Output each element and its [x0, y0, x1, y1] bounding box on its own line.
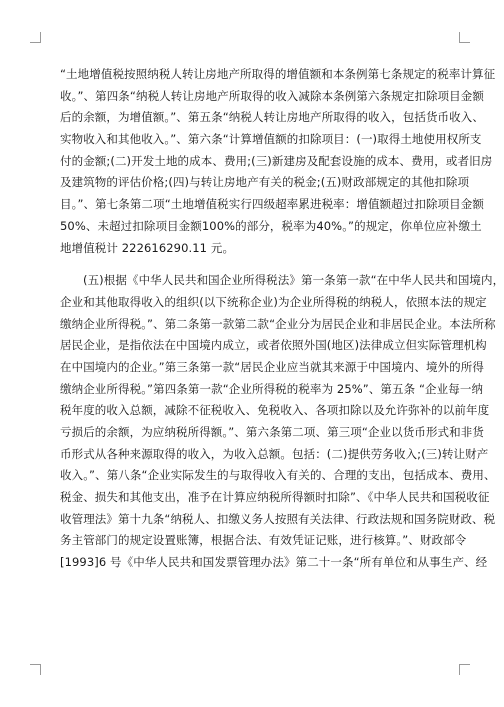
- text-line: 付的金额;(二)开发土地的成本、费用;(三)新建房及配套设施的成本、费用，或者旧房: [60, 153, 493, 168]
- text-line: 企业和其他取得收入的组织(以下统称企业)为企业所得税的纳税人，依照本法的规定: [60, 294, 487, 309]
- crop-mark-top-left: [30, 32, 41, 43]
- paragraph-land-value-tax: [60, 64, 496, 259]
- text-line: 收入。”、第八条“企业实际发生的与取得收入有关的、合理的支出，包括成本、费用、: [60, 468, 496, 483]
- text-line: 居民企业，是指依法在中国境内成立，或者依照外国(地区)法律成立但实际管理机构: [60, 338, 487, 353]
- paragraph-spacing: [60, 259, 444, 270]
- text-line: 缴纳企业所得税。”、第二条第一款第二款“企业分为居民企业和非居民企业。本法所称: [60, 316, 496, 331]
- text-line: 税年度的收入总额，减除不征税收入、免税收入、各项扣除以及允许弥补的以前年度: [60, 403, 490, 418]
- text-line: 亏损后的余额，为应纳税所得额。”、第六条第二项、第三项“企业以货币形式和非货: [60, 425, 484, 439]
- crop-mark-top-right: [459, 32, 470, 43]
- text-line: 目。”、第七条第二项“土地增值税实行四级超率累进税率：增值额超过扣除项目金额: [60, 197, 484, 212]
- text-line: “土地增值税按照纳税人转让房地产所取得的增值额和本条例第七条规定的税率计算征: [60, 67, 496, 81]
- text-line: 及建筑物的评估价格;(四)与转让房地产有关的税金;(五)财政部规定的其他扣除项: [60, 175, 470, 190]
- text-line: [1993]6 号《中华人民共和国发票管理办法》第二十一条“所有单位和从事生产、经: [60, 555, 488, 570]
- text-line: 50%、未超过扣除项目金额100%的部分，税率为40%。”的规定，你单位应补缴土: [60, 218, 482, 233]
- crop-mark-bottom-left: [30, 664, 41, 675]
- text-line: 币形式从各种来源取得的收入，为收入总额。包括：(二)提供劳务收入;(三)转让财产: [60, 446, 489, 461]
- paragraph-enterprise-income-tax: [60, 270, 504, 574]
- text-line-last: 地增值税计 222616290.11 元。: [60, 240, 235, 255]
- text-line: 后的余额，为增值额。”、第五条“纳税人转让房地产所取得的收入，包括货币收入、: [60, 110, 484, 125]
- text-line: 缴纳企业所得税。”第四条第一款“企业所得税的税率为 25%”、第五条 “企业每一纳: [60, 381, 484, 396]
- crop-mark-bottom-right: [459, 664, 470, 675]
- text-line: 务主管部门的规定设置账簿，根据合法、有效凭证记账，进行核算。”、财政部令: [60, 533, 467, 548]
- document-body: [60, 64, 504, 574]
- text-line: 收。”、第四条“纳税人转让房地产所取得的收入减除本条例第六条规定扣除项目金额: [60, 88, 484, 103]
- text-line: 收管理法》第十九条“纳税人、扣缴义务人按照有关法律、行政法规和国务院财政、税: [60, 511, 496, 526]
- text-line: 实物收入和其他收入。”、第六条“计算增值额的扣除项目：(一)取得土地使用权所支: [60, 132, 482, 147]
- text-line: 税金、损失和其他支出，准予在计算应纳税所得额时扣除”、《中华人民共和国税收征: [60, 490, 490, 505]
- text-line: 在中国境内的企业。”第三条第一款“居民企业应当就其来源于中国境内、境外的所得: [60, 359, 484, 374]
- text-line-indented: (五)根据《中华人民共和国企业所得税法》第一条第一款“在中华人民共和国境内，: [83, 273, 504, 288]
